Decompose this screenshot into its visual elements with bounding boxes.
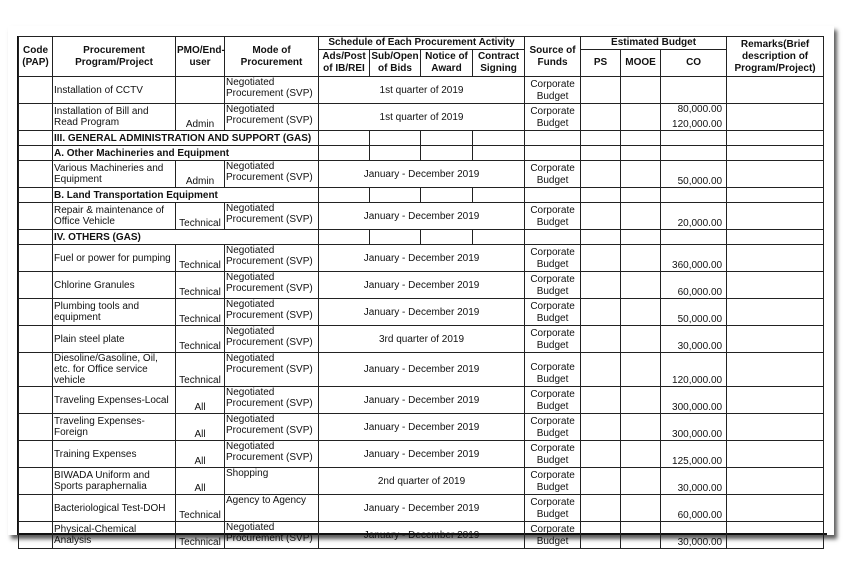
co-value: 20,000.00 [661, 203, 727, 230]
code-cell [19, 203, 53, 230]
empty-cell [473, 146, 525, 161]
co-value-top: 80,000.00 [677, 104, 723, 115]
table-row [19, 272, 824, 299]
schedule: 1st quarter of 2019 [319, 77, 525, 104]
empty-cell [525, 146, 581, 161]
procurement-mode: Negotiated Procurement (SVP) [225, 245, 319, 272]
code-cell [19, 299, 53, 326]
empty-cell [661, 188, 727, 203]
procurement-mode: Negotiated Procurement (SVP) [225, 272, 319, 299]
table-row [19, 326, 824, 353]
co-value: 30,000.00 [661, 522, 727, 549]
section-row [19, 230, 824, 245]
mooe-cell [621, 272, 661, 299]
project-name: Physical-Chemical Analysis [53, 522, 176, 549]
project-name: Installation of Bill and Read Program [53, 104, 176, 131]
ps-cell [581, 104, 621, 131]
table-row [19, 245, 824, 272]
schedule: January - December 2019 [319, 441, 525, 468]
pmo-end-user: Technical [176, 326, 225, 353]
source-of-funds: Corporate Budget [525, 522, 581, 549]
project-name: Fuel or power for pumping [53, 245, 176, 272]
procurement-mode: Negotiated Procurement (SVP) [225, 299, 319, 326]
header-ads: Ads/Post of IB/REI [319, 50, 370, 77]
co-value [661, 77, 727, 104]
code-cell [19, 245, 53, 272]
remarks-cell [727, 468, 824, 495]
header-remarks: Remarks(Brief description of Program/Project) [727, 37, 824, 77]
remarks-cell [727, 414, 824, 441]
pmo-end-user: Technical [176, 353, 225, 387]
project-name: Various Machineries and Equipment [53, 161, 176, 188]
co-cell [661, 104, 727, 131]
ps-cell [581, 468, 621, 495]
empty-cell [525, 131, 581, 146]
project-name: Plain steel plate [53, 326, 176, 353]
co-value: 300,000.00 [661, 387, 727, 414]
empty-cell [661, 230, 727, 245]
procurement-mode: Negotiated Procurement (SVP) [225, 414, 319, 441]
remarks-cell [727, 522, 824, 549]
co-value: 360,000.00 [661, 245, 727, 272]
table-row [19, 441, 824, 468]
ps-cell [581, 326, 621, 353]
header-pmo: PMO/End-user [176, 37, 225, 77]
header-source: Source of Funds [525, 37, 581, 77]
table-row [19, 299, 824, 326]
code-cell [19, 146, 53, 161]
section-heading: B. Land Transportation Equipment [53, 188, 319, 203]
header-contract: Contract Signing [473, 50, 525, 77]
table-row [19, 468, 824, 495]
section-heading: III. GENERAL ADMINISTRATION AND SUPPORT (GAS) [53, 131, 319, 146]
ps-cell [581, 495, 621, 522]
code-cell [19, 353, 53, 387]
source-of-funds: Corporate Budget [525, 77, 581, 104]
empty-cell [727, 131, 824, 146]
mooe-cell [621, 441, 661, 468]
project-name: Plumbing tools and equipment [53, 299, 176, 326]
empty-cell [370, 146, 421, 161]
co-value: 120,000.00 [661, 353, 727, 387]
code-cell [19, 104, 53, 131]
header-mode: Mode of Procurement [225, 37, 319, 77]
source-of-funds: Corporate Budget [525, 468, 581, 495]
pmo-end-user: Technical [176, 203, 225, 230]
ps-cell [581, 245, 621, 272]
empty-cell [661, 131, 727, 146]
mooe-cell [621, 299, 661, 326]
mooe-cell [621, 245, 661, 272]
schedule: 1st quarter of 2019 [319, 104, 525, 131]
remarks-cell [727, 353, 824, 387]
mooe-cell [621, 468, 661, 495]
co-value: 50,000.00 [661, 161, 727, 188]
schedule: January - December 2019 [319, 299, 525, 326]
empty-cell [581, 188, 621, 203]
header-co: CO [661, 50, 727, 77]
pmo-end-user: All [176, 387, 225, 414]
ps-cell [581, 272, 621, 299]
code-cell [19, 495, 53, 522]
empty-cell [621, 230, 661, 245]
section-row [19, 188, 824, 203]
procurement-mode: Negotiated Procurement (SVP) [225, 104, 319, 131]
remarks-cell [727, 495, 824, 522]
project-name: Diesoline/Gasoline, Oil, etc. for Office service vehicle [53, 353, 176, 387]
pmo-end-user [176, 77, 225, 104]
ps-cell [581, 522, 621, 549]
empty-cell [727, 188, 824, 203]
remarks-cell [727, 299, 824, 326]
ps-cell [581, 77, 621, 104]
header-code: Code (PAP) [19, 37, 53, 77]
empty-cell [727, 146, 824, 161]
ps-cell [581, 414, 621, 441]
header-mooe: MOOE [621, 50, 661, 77]
table-row [19, 203, 824, 230]
project-name: Traveling Expenses-Local [53, 387, 176, 414]
pmo-end-user: Technical [176, 299, 225, 326]
source-of-funds: Corporate Budget [525, 387, 581, 414]
schedule: January - December 2019 [319, 387, 525, 414]
mooe-cell [621, 77, 661, 104]
mooe-cell [621, 414, 661, 441]
project-name: Training Expenses [53, 441, 176, 468]
pmo-end-user: Technical [176, 495, 225, 522]
empty-cell [621, 146, 661, 161]
project-name: Chlorine Granules [53, 272, 176, 299]
empty-cell [525, 230, 581, 245]
procurement-plan-table [18, 36, 824, 549]
empty-cell [370, 230, 421, 245]
pmo-end-user: Technical [176, 522, 225, 549]
ps-cell [581, 161, 621, 188]
project-name: Traveling Expenses-Foreign [53, 414, 176, 441]
empty-cell [370, 188, 421, 203]
empty-cell [370, 131, 421, 146]
code-cell [19, 230, 53, 245]
empty-cell [621, 188, 661, 203]
pmo-end-user: All [176, 468, 225, 495]
source-of-funds: Corporate Budget [525, 272, 581, 299]
source-of-funds: Corporate Budget [525, 161, 581, 188]
remarks-cell [727, 441, 824, 468]
empty-cell [421, 131, 473, 146]
co-value: 125,000.00 [661, 441, 727, 468]
co-value: 60,000.00 [661, 272, 727, 299]
ps-cell [581, 441, 621, 468]
code-cell [19, 77, 53, 104]
empty-cell [525, 188, 581, 203]
mooe-cell [621, 203, 661, 230]
empty-cell [727, 230, 824, 245]
schedule: January - December 2019 [319, 522, 525, 549]
procurement-mode: Negotiated Procurement (SVP) [225, 522, 319, 549]
empty-cell [319, 230, 370, 245]
project-name: Bacteriological Test-DOH [53, 495, 176, 522]
empty-cell [473, 188, 525, 203]
pmo-end-user: Admin [176, 104, 225, 131]
schedule: January - December 2019 [319, 495, 525, 522]
ps-cell [581, 203, 621, 230]
pmo-end-user: Technical [176, 245, 225, 272]
co-value: 300,000.00 [661, 414, 727, 441]
table-header [19, 37, 824, 77]
procurement-mode: Negotiated Procurement (SVP) [225, 441, 319, 468]
empty-cell [319, 146, 370, 161]
project-name: Repair & maintenance of Office Vehicle [53, 203, 176, 230]
header-program: Procurement Program/Project [53, 37, 176, 77]
remarks-cell [727, 245, 824, 272]
code-cell [19, 188, 53, 203]
table-row [19, 161, 824, 188]
project-name: Installation of CCTV [53, 77, 176, 104]
procurement-mode: Negotiated Procurement (SVP) [225, 161, 319, 188]
table-row [19, 522, 824, 549]
source-of-funds: Corporate Budget [525, 441, 581, 468]
table-row [19, 414, 824, 441]
procurement-mode: Negotiated Procurement (SVP) [225, 203, 319, 230]
source-of-funds: Corporate Budget [525, 414, 581, 441]
table-body [19, 77, 824, 549]
remarks-cell [727, 77, 824, 104]
section-row [19, 131, 824, 146]
empty-cell [421, 188, 473, 203]
source-of-funds: Corporate Budget [525, 326, 581, 353]
header-ps: PS [581, 50, 621, 77]
pmo-end-user: All [176, 441, 225, 468]
section-heading: IV. OTHERS (GAS) [53, 230, 319, 245]
table-row [19, 387, 824, 414]
code-cell [19, 272, 53, 299]
table-row [19, 495, 824, 522]
code-cell [19, 414, 53, 441]
procurement-mode: Negotiated Procurement (SVP) [225, 353, 319, 387]
procurement-mode: Negotiated Procurement (SVP) [225, 387, 319, 414]
section-heading: A. Other Machineries and Equipment [53, 146, 319, 161]
code-cell [19, 441, 53, 468]
schedule: January - December 2019 [319, 245, 525, 272]
schedule: January - December 2019 [319, 203, 525, 230]
schedule: January - December 2019 [319, 353, 525, 387]
mooe-cell [621, 387, 661, 414]
header-schedule: Schedule of Each Procurement Activity [319, 37, 525, 50]
empty-cell [421, 230, 473, 245]
header-notice: Notice of Award [421, 50, 473, 77]
procurement-mode: Negotiated Procurement (SVP) [225, 77, 319, 104]
procurement-mode: Negotiated Procurement (SVP) [225, 326, 319, 353]
mooe-cell [621, 522, 661, 549]
table-row [19, 104, 824, 131]
code-cell [19, 131, 53, 146]
source-of-funds: Corporate Budget [525, 495, 581, 522]
code-cell [19, 387, 53, 414]
header-sub-open: Sub/Open of Bids [370, 50, 421, 77]
co-value: 30,000.00 [661, 468, 727, 495]
empty-cell [421, 146, 473, 161]
mooe-cell [621, 104, 661, 131]
code-cell [19, 161, 53, 188]
procurement-mode: Shopping [225, 468, 319, 495]
remarks-cell [727, 387, 824, 414]
remarks-cell [727, 161, 824, 188]
empty-cell [473, 131, 525, 146]
co-value: 120,000.00 [672, 119, 723, 130]
empty-cell [319, 188, 370, 203]
source-of-funds: Corporate Budget [525, 104, 581, 131]
mooe-cell [621, 161, 661, 188]
procurement-plan-frame [17, 36, 827, 548]
pmo-end-user: Technical [176, 272, 225, 299]
mooe-cell [621, 353, 661, 387]
table-row [19, 353, 824, 387]
co-value: 50,000.00 [661, 299, 727, 326]
procurement-mode: Agency to Agency [225, 495, 319, 522]
table-row [19, 77, 824, 104]
remarks-cell [727, 104, 824, 131]
empty-cell [581, 131, 621, 146]
ps-cell [581, 353, 621, 387]
section-row [19, 146, 824, 161]
ps-cell [581, 387, 621, 414]
schedule: January - December 2019 [319, 414, 525, 441]
source-of-funds: Corporate Budget [525, 353, 581, 387]
mooe-cell [621, 326, 661, 353]
pmo-end-user: All [176, 414, 225, 441]
schedule: January - December 2019 [319, 161, 525, 188]
schedule: 2nd quarter of 2019 [319, 468, 525, 495]
ps-cell [581, 299, 621, 326]
schedule: January - December 2019 [319, 272, 525, 299]
remarks-cell [727, 203, 824, 230]
empty-cell [473, 230, 525, 245]
code-cell [19, 326, 53, 353]
empty-cell [661, 146, 727, 161]
project-name: BIWADA Uniform and Sports paraphernalia [53, 468, 176, 495]
empty-cell [581, 146, 621, 161]
header-budget: Estimated Budget [581, 37, 727, 50]
remarks-cell [727, 326, 824, 353]
source-of-funds: Corporate Budget [525, 203, 581, 230]
mooe-cell [621, 495, 661, 522]
schedule: 3rd quarter of 2019 [319, 326, 525, 353]
co-value: 30,000.00 [661, 326, 727, 353]
empty-cell [319, 131, 370, 146]
source-of-funds: Corporate Budget [525, 299, 581, 326]
code-cell [19, 522, 53, 549]
co-value: 60,000.00 [661, 495, 727, 522]
empty-cell [581, 230, 621, 245]
remarks-cell [727, 272, 824, 299]
source-of-funds: Corporate Budget [525, 245, 581, 272]
pmo-end-user: Admin [176, 161, 225, 188]
code-cell [19, 468, 53, 495]
empty-cell [621, 131, 661, 146]
